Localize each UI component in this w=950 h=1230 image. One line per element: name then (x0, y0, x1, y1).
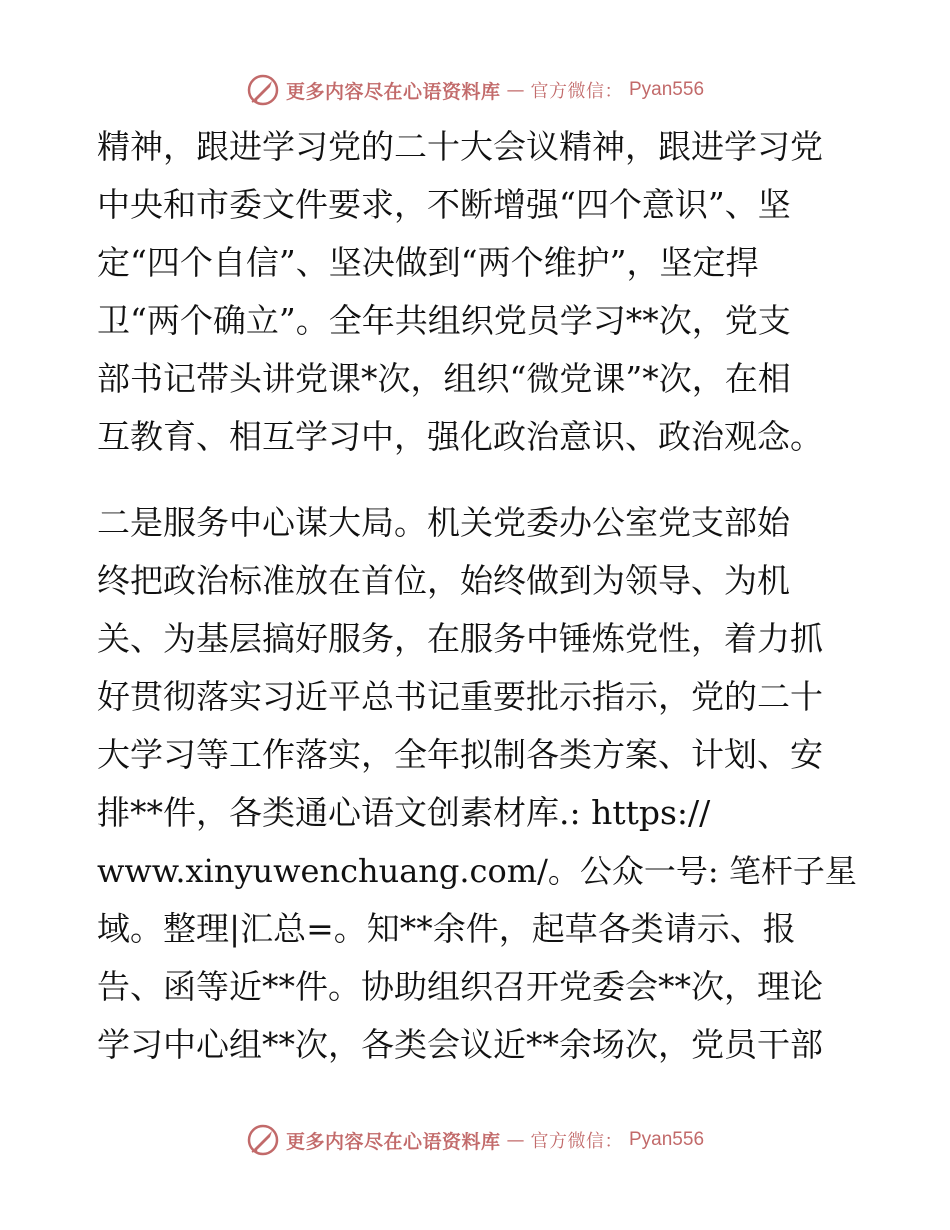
paragraph-1 (97, 118, 857, 466)
pen-logo-icon (246, 73, 280, 107)
header-wechat-label: 官方微信： (530, 81, 623, 102)
text-line: 告、函等近**件。协助组织召开党委会**次，理论 (97, 967, 823, 1006)
text-line: 学习中心组**次，各类会议近**余场次，党员干部 (97, 1025, 823, 1064)
paragraph-spacer (97, 466, 857, 494)
footer-wechat-id: Pyan556 (629, 1129, 705, 1150)
text-line: 中央和市委文件要求，不断增强“四个意识”、坚 (97, 185, 791, 224)
footer-separator: — (506, 1129, 525, 1151)
text-line: 互教育、相互学习中，强化政治意识、政治观念。 (97, 417, 823, 456)
paragraph-2 (97, 494, 857, 1074)
footer-wechat-label: 官方微信： (530, 1131, 623, 1152)
header-separator: — (506, 79, 525, 101)
text-line: 域。整理|汇总=。知**余件，起草各类请示、报 (97, 909, 796, 948)
text-line: 定“四个自信”、坚决做到“两个维护”，坚定捍 (97, 243, 759, 282)
header-site-name: 更多内容尽在心语资料库 (285, 80, 501, 103)
text-line: 关、为基层搞好服务，在服务中锤炼党性，着力抓 (97, 619, 823, 658)
text-line: 终把政治标准放在首位，始终做到为领导、为机 (97, 561, 790, 600)
header-banner (0, 70, 950, 110)
footer-site-name: 更多内容尽在心语资料库 (285, 1130, 501, 1153)
text-line: 精神，跟进学习党的二十大会议精神，跟进学习党 (97, 127, 823, 166)
pen-logo-icon (246, 1123, 280, 1157)
header-wechat-id: Pyan556 (629, 79, 705, 100)
text-line: www.xinyuwenchuang.com/。公众一号: 笔杆子星 (97, 852, 857, 890)
text-line: 大学习等工作落实，全年拟制各类方案、计划、安 (97, 735, 823, 774)
text-line: 好贯彻落实习近平总书记重要批示指示，党的二十 (97, 677, 823, 716)
text-line: 二是服务中心谋大局。机关党委办公室党支部始 (97, 503, 790, 542)
text-line: 部书记带头讲党课*次，组织“微党课”*次，在相 (97, 359, 791, 398)
footer-banner (0, 1120, 950, 1160)
document-body (97, 118, 857, 1074)
text-line: 排**件，各类通心语文创素材库.: https:// (97, 793, 711, 832)
text-line: 卫“两个确立”。全年共组织党员学习**次，党支 (97, 301, 791, 340)
